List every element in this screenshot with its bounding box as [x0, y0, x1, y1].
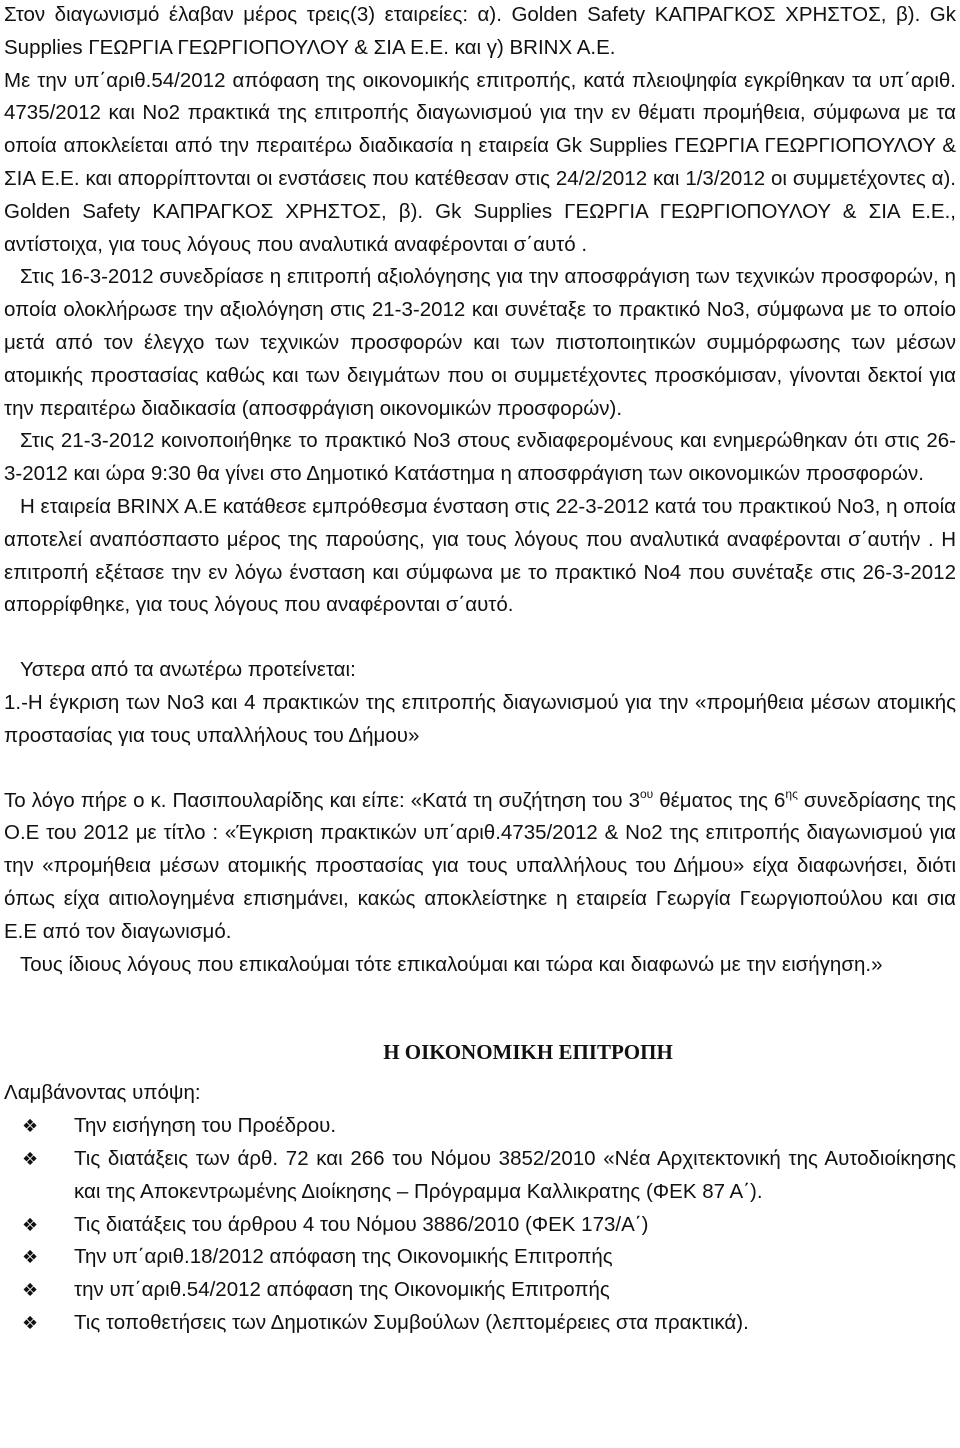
spacer [4, 622, 956, 654]
list-item [4, 1307, 956, 1340]
statement-text-mid: θέματος της 6 [653, 788, 786, 812]
spacer [4, 753, 956, 785]
four-diamond-bullet-icon: ❖ [22, 1214, 39, 1236]
list-item-text: Τις τοποθετήσεις των Δημοτικών Συμβούλων (λεπτομέρειες στα πρακτικά). [74, 1310, 749, 1334]
paragraph-proposal-intro: Υστερα από τα ανωτέρω προτείνεται: [20, 658, 356, 682]
list-item [4, 1110, 956, 1143]
list-item [4, 1143, 956, 1209]
spacer [4, 981, 956, 1037]
list-item-text: την υπ΄αριθ.54/2012 απόφαση της Οικονομικής Επιτροπής [74, 1278, 610, 1302]
list-item [4, 1241, 956, 1274]
spacer [4, 1067, 956, 1077]
four-diamond-bullet-icon: ❖ [22, 1116, 39, 1138]
four-diamond-bullet-icon: ❖ [22, 1247, 39, 1269]
list-item-text: Τις διατάξεις των άρθ. 72 και 266 του Νόμου 3852/2010 «Νέα Αρχιτεκτονική της Αυτοδιοίκησης και της Αποκεντρωμένης Διοίκησης – Πρόγραμμα Καλλικρατης (ΦΕΚ 87 Α΄). [74, 1146, 956, 1203]
statement-text-start: Το λόγο πήρε ο κ. Πασιπουλαρίδης και είπε: «Κατά τη συζήτηση του 3 [4, 788, 640, 812]
paragraph-decision-54: Με την υπ΄αριθ.54/2012 απόφαση της οικονομικής επιτροπής, κατά πλειοψηφία εγκρίθηκαν τα υπ΄αριθ. 4735/2012 και Νο2 πρακτικά της επιτροπής διαγωνισμού για την εν θέματι προμήθεια, σύμφωνα με τα οποία αποκλείεται από την περαιτέρω διαδικασία η εταιρεία Gk Supplies ΓΕΩΡΓΙΑ ΓΕΩΡΓΙΟΠΟΥΛΟΥ & ΣΙΑ Ε.Ε. και απορρίπτονται οι ενστάσεις που κατέθεσαν στις 24/2/2012 και 1/3/2012 οι συμμετέχοντες α). Golden Safety ΚΑΠΡΑΓΚΟΣ ΧΡΗΣΤΟΣ, β). Gk Supplies ΓΕΩΡΓΙΑ ΓΕΩΡΓΙΟΠΟΥΛΟΥ & ΣΙΑ Ε.Ε., αντίστοιχα, για τους λόγους που αναλυτικά αναφέρονται σ΄αυτό . [4, 68, 956, 256]
list-item [4, 1274, 956, 1307]
ordinal-superscript: ου [639, 786, 654, 801]
four-diamond-bullet-icon: ❖ [22, 1312, 39, 1334]
statement-text-end: συνεδρίασης της Ο.Ε του 2012 με τίτλο : «Έγκριση πρακτικών υπ΄αριθ.4735/2012 & Νο2 της επιτροπής διαγωνισμού για την «προμήθεια μέσων ατομικής προστασίας για τους υπαλλήλους του Δήμου» είχα διαφωνήσει, διότι όπως είχα αιτιολογημένα επισημάνει, κακώς αποκλείστηκε η εταιρεία Γεωργία Γεωργιοπούλου και σια Ε.Ε από τον διαγωνισμό. [4, 788, 956, 943]
four-diamond-bullet-icon: ❖ [22, 1148, 39, 1170]
paragraph-participants: Στον διαγωνισμό έλαβαν μέρος τρεις(3) εταιρείες: α). Golden Safety ΚΑΠΡΑΓΚΟΣ ΧΡΗΣΤΟΣ, β). Gk Supplies ΓΕΩΡΓΙΑ ΓΕΩΡΓΙΟΠΟΥΛΟΥ & ΣΙΑ Ε.Ε. και γ) BRINX A.E. [4, 3, 956, 59]
paragraph-disagreement: Τους ίδιους λόγους που επικαλούμαι τότε επικαλούμαι και τώρα και διαφωνώ με την εισήγηση.» [20, 952, 883, 976]
list-item-text: Την εισήγηση του Προέδρου. [74, 1114, 337, 1138]
list-item-text: Τις διατάξεις του άρθρου 4 του Νόμου 3886/2010 (ΦΕΚ 173/Α΄) [74, 1212, 649, 1236]
four-diamond-bullet-icon: ❖ [22, 1280, 39, 1302]
considering-label: Λαμβάνοντας υπόψη: [4, 1081, 201, 1105]
ordinal-superscript: ης [785, 786, 798, 801]
list-item [4, 1209, 956, 1242]
paragraph-pasipoularidis-statement [4, 785, 956, 949]
paragraph-evaluation-committee: Στις 16-3-2012 συνεδρίασε η επιτροπή αξιολόγησης για την αποσφράγιση των τεχνικών προσφορών, η οποία ολοκλήρωσε την αξιολόγηση στις 21-3-2012 και συνέταξε το πρακτικό Νο3, σύμφωνα με το οποίο μετά από τον έλεγχο των τεχνικών προσφορών και των πιστοποιητικών συμμόρφωσης των μέσων ατομικής προστασίας καθώς και των δειγμάτων που οι συμμετέχοντες προσκόμισαν, γίνονται δεκτοί για την περαιτέρω διαδικασία (αποσφράγιση οικονομικών προσφορών). [4, 265, 956, 420]
paragraph-brinx-objection: Η εταιρεία BRINX A.E κατάθεσε εμπρόθεσμα ένσταση στις 22-3-2012 κατά του πρακτικού Νο3, η οποία αποτελεί αναπόσπαστο μέρος της παρούσης, για τους λόγους που αναλυτικά αναφέρονται σ΄αυτήν . Η επιτροπή εξέτασε την εν λόγω ένσταση και σύμφωνα με το πρακτικό Νο4 που συνέταξε στις 26-3-2012 απορρίφθηκε, για τους λόγους που αναφέρονται σ΄αυτό. [4, 494, 956, 617]
considerations-list [4, 1110, 956, 1340]
paragraph-notification: Στις 21-3-2012 κοινοποιήθηκε το πρακτικό Νο3 στους ενδιαφερομένους και ενημερώθηκαν ότι στις 26-3-2012 και ώρα 9:30 θα γίνει στο Δημοτικό Κατάστημα η αποσφράγιση των οικονομικών προσφορών. [4, 429, 956, 486]
section-heading: Η ΟΙΚΟΝΟΜΙΚΗ ΕΠΙΤΡΟΠΗ [383, 1040, 673, 1065]
list-item-text: Την υπ΄αριθ.18/2012 απόφαση της Οικονομικής Επιτροπής [74, 1245, 613, 1269]
paragraph-proposal-item: 1.-Η έγκριση των Νο3 και 4 πρακτικών της επιτροπής διαγωνισμού για την «προμήθεια μέσων ατομικής προστασίας για τους υπαλλήλους του Δήμου» [4, 690, 956, 747]
